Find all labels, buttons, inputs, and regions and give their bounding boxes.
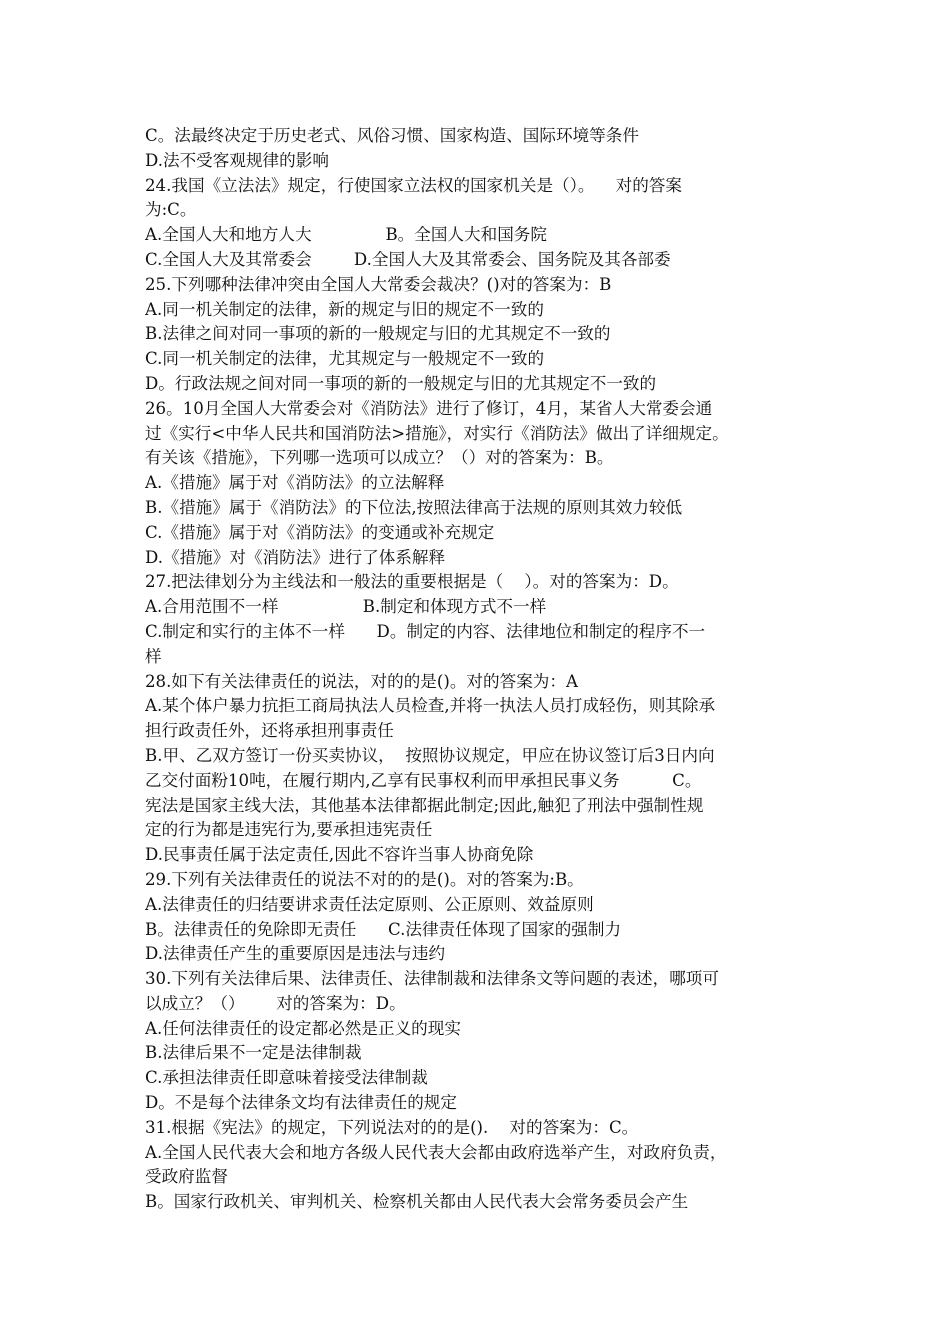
text-line: A.同一机关制定的法律，新的规定与旧的规定不一致的 [145,299,544,319]
text-line: C.《措施》属于对《消防法》的变通或补充规定 [145,522,495,542]
text-line: D。不是每个法律条文均有法律责任的规定 [145,1093,457,1113]
text-line: 28.如下有关法律责任的说法，对的的是()。对的答案为：A [145,671,578,691]
text-line: 乙交付面粉10吨，在履行期内,乙享有民事权利而甲承担民事义务 C。 [145,770,702,790]
text-line: B。法律责任的免除即无责任 C.法律责任体现了国家的强制力 [145,919,622,939]
text-line: 定的行为都是违宪行为,要承担违宪责任 [145,820,433,840]
text-line: A.《措施》属于对《消防法》的立法解释 [145,473,445,493]
text-line: 样 [145,646,162,666]
text-line: B.法律之间对同一事项的新的一般规定与旧的尤其规定不一致的 [145,324,611,344]
text-line: D。行政法规之间对同一事项的新的一般规定与旧的尤其规定不一致的 [145,373,657,393]
text-line: C.承担法律责任即意味着接受法律制裁 [145,1068,428,1088]
text-line: D.法不受客观规律的影响 [145,150,329,170]
text-line: 以成立？（） 对的答案为：D。 [145,993,406,1013]
text-line: C.全国人大及其常委会 D.全国人大及其常委会、国务院及其各部委 [145,249,671,269]
text-line: 有关该《措施》，下列哪一选项可以成立？（）对的答案为：B。 [145,448,614,468]
text-line: A.任何法律责任的设定都必然是正义的现实 [145,1018,461,1038]
text-line: A.全国人大和地方人大 B。全国人大和国务院 [145,225,547,245]
text-line: A.全国人民代表大会和地方各级人民代表大会都由政府选举产生，对政府负责， [145,1142,727,1162]
text-line: 27.把法律划分为主线法和一般法的重要根据是（ ）。对的答案为：D。 [145,572,679,592]
text-line: 受政府监督 [145,1167,228,1187]
text-line: B.甲、乙双方签订一份买卖协议， 按照协议规定，甲应在协议签订后3日内向 [145,745,715,765]
text-line: 过《实行<中华人民共和国消防法>措施》，对实行《消防法》做出了详细规定。 [145,423,729,443]
text-line: 宪法是国家主线大法，其他基本法律都据此制定;因此,触犯了刑法中强制性规 [145,795,704,815]
text-line: C.制定和实行的主体不一样 D。制定的内容、法律地位和制定的程序不一 [145,621,706,641]
text-line: B.《措施》属于《消防法》的下位法,按照法律高于法规的原则其效力较低 [145,497,683,517]
text-line: 24.我国《立法法》规定，行使国家立法权的国家机关是（）。 对的答案 [145,175,682,195]
text-line: 为:C。 [145,200,197,220]
text-line: 担行政责任外，还将承担刑事责任 [145,721,394,741]
text-line: B.法律后果不一定是法律制裁 [145,1043,362,1063]
text-line: A.某个体户暴力抗拒工商局执法人员检查,并将一执法人员打成轻伤，则其除承 [145,696,716,716]
text-line: 30.下列有关法律后果、法律责任、法律制裁和法律条文等问题的表述，哪项可 [145,969,719,989]
text-line: 26。10月全国人大常委会对《消防法》进行了修订，4月，某省人大常委会通 [145,398,713,418]
text-line: 29.下列有关法律责任的说法不对的的是()。对的答案为:B。 [145,869,584,889]
text-line: 25.下列哪种法律冲突由全国人大常委会裁决？()对的答案为：B [145,274,612,294]
text-line: 31.根据《宪法》的规定，下列说法对的的是(). 对的答案为：C。 [145,1117,639,1137]
text-line: D.《措施》对《消防法》进行了体系解释 [145,547,446,567]
text-line: D.法律责任产生的重要原因是违法与违约 [145,944,446,964]
text-line: B。国家行政机关、审判机关、检察机关都由人民代表大会常务委员会产生 [145,1192,689,1212]
document-body [145,124,815,1215]
text-line: C.同一机关制定的法律，尤其规定与一般规定不一致的 [145,349,545,369]
text-line: D.民事责任属于法定责任,因此不容许当事人协商免除 [145,845,534,865]
text-line: C。法最终决定于历史老式、风俗习惯、国家构造、国际环境等条件 [145,126,639,145]
text-line: A.合用范围不一样 B.制定和体现方式不一样 [145,597,547,617]
text-line: A.法律责任的归结要讲求责任法定原则、公正原则、效益原则 [145,894,594,914]
